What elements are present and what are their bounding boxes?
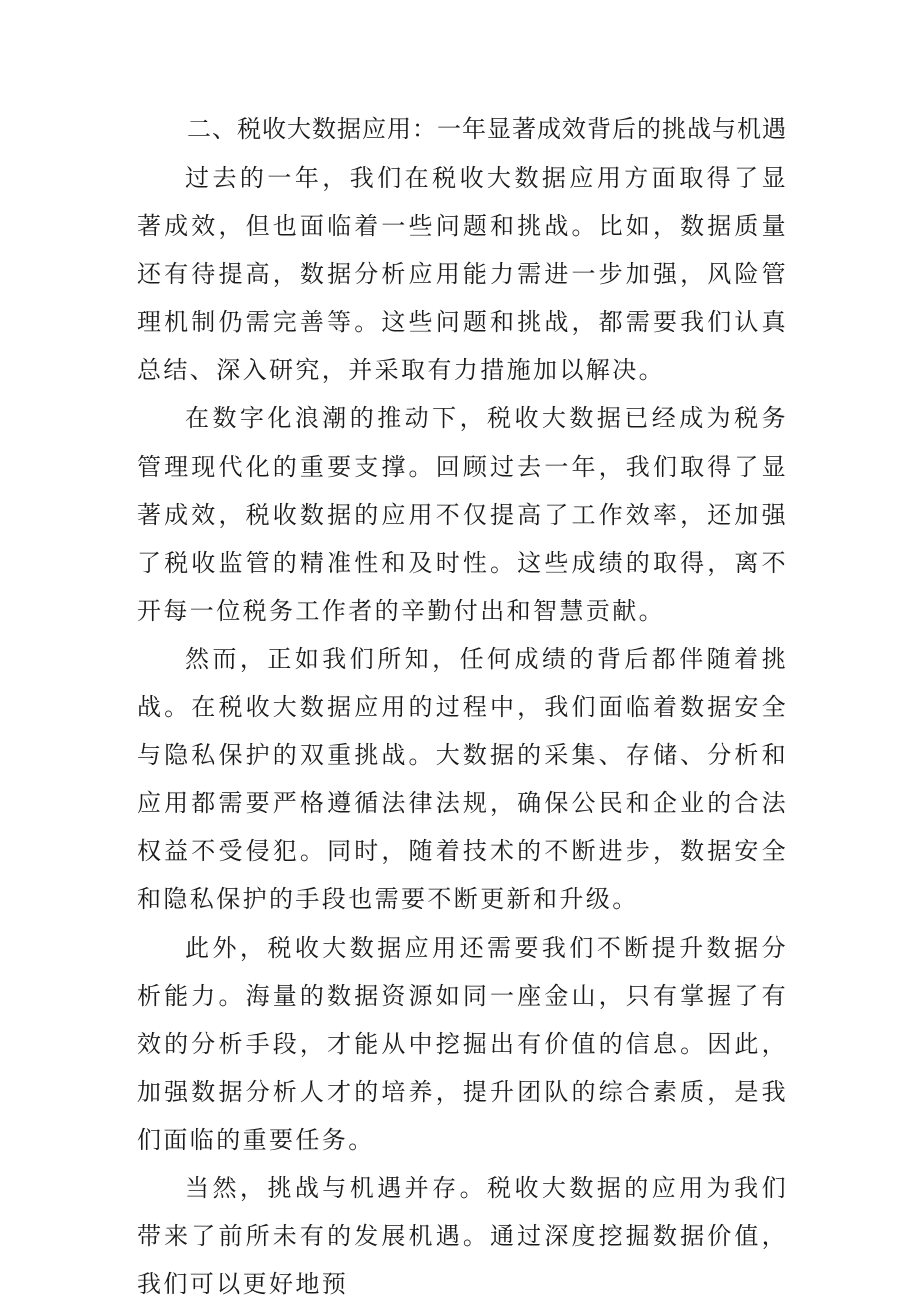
paragraph-1: 过去的一年，我们在税收大数据应用方面取得了显著成效，但也面临着一些问题和挑战。比如，数据质量还有待提高，数据分析应用能力需进一步加强，风险管理机制仍需完善等。这些问题和挑战，都需要我们认真总结、深入研究，并采取有力措施加以解决。 xyxy=(137,164,788,385)
section-heading: 二、税收大数据应用：一年显著成效背后的挑战与机遇 xyxy=(187,115,787,143)
paragraph-4: 此外，税收大数据应用还需要我们不断提升数据分析能力。海量的数据资源如同一座金山，只有掌握了有效的分析手段，才能从中挖掘出有价值的信息。因此，加强数据分析人才的培养，提升团队的综合素质，是我们面临的重要任务。 xyxy=(137,933,788,1154)
paragraph-2: 在数字化浪潮的推动下，税收大数据已经成为税务管理现代化的重要支撑。回顾过去一年，我们取得了显著成效，税收数据的应用不仅提高了工作效率，还加强了税收监管的精准性和及时性。这些成绩的取得，离不开每一位税务工作者的辛勤付出和智慧贡献。 xyxy=(137,404,788,625)
paragraph-3: 然而，正如我们所知，任何成绩的背后都伴随着挑战。在税收大数据应用的过程中，我们面临着数据安全与隐私保护的双重挑战。大数据的采集、存储、分析和应用都需要严格遵循法律法规，确保公民和企业的合法权益不受侵犯。同时，随着技术的不断进步，数据安全和隐私保护的手段也需要不断更新和升级。 xyxy=(137,644,788,914)
paragraph-5: 当然，挑战与机遇并存。税收大数据的应用为我们带来了前所未有的发展机遇。通过深度挖掘数据价值，我们可以更好地预 xyxy=(137,1173,788,1299)
